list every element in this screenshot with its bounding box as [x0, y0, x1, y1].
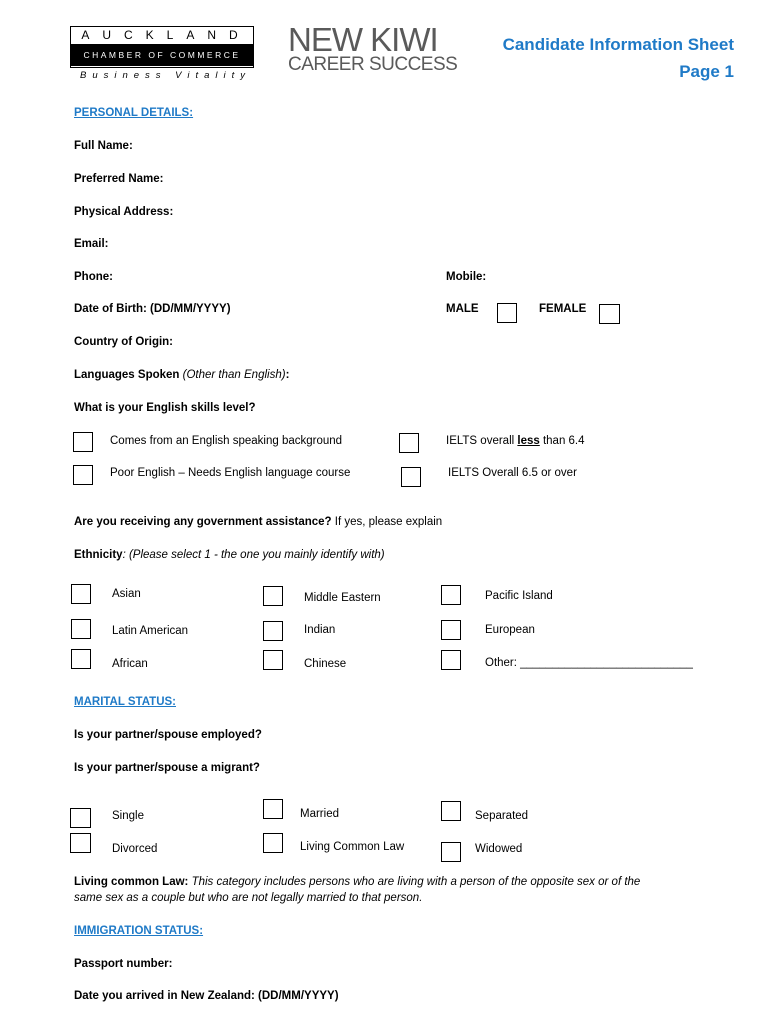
- english-background-label: Comes from an English speaking background: [110, 435, 343, 447]
- new-kiwi-logo-line2: CAREER SUCCESS: [288, 54, 458, 75]
- common-law-checkbox[interactable]: [263, 833, 283, 853]
- poor-english-checkbox[interactable]: [73, 465, 93, 485]
- english-background-checkbox[interactable]: [73, 432, 93, 452]
- ethnicity-note: : (Please select 1 - the one you mainly identify with): [122, 549, 385, 561]
- latin-american-label: Latin American: [112, 625, 189, 637]
- common-law-note-text: This category includes persons who are living with a person of the opposite sex or of the: [188, 876, 641, 888]
- ielts-less-label: [446, 435, 585, 447]
- common-law-note-label: Living common Law:: [74, 876, 189, 888]
- male-label: MALE: [446, 303, 479, 315]
- mobile-label: Mobile:: [446, 271, 487, 283]
- country-label: Country of Origin:: [74, 336, 174, 348]
- ielts-over-label: IELTS Overall 6.5 or over: [448, 467, 577, 479]
- ielts-over-checkbox[interactable]: [401, 467, 421, 487]
- english-level-question: What is your English skills level?: [74, 402, 256, 414]
- chinese-label: Chinese: [304, 658, 347, 670]
- indian-label: Indian: [304, 624, 336, 636]
- ielts-less-text-post: than 6.4: [539, 435, 585, 447]
- preferred-name-label: Preferred Name:: [74, 173, 164, 185]
- middle-eastern-checkbox[interactable]: [263, 586, 283, 606]
- arrival-date-label: Date you arrived in New Zealand: (DD/MM/YYYY): [74, 990, 339, 1002]
- new-kiwi-logo-line1: NEW KIWI: [288, 21, 438, 58]
- european-checkbox[interactable]: [441, 620, 461, 640]
- other-ethnicity-label[interactable]: Other: ___________________________: [485, 657, 693, 669]
- male-checkbox[interactable]: [497, 303, 517, 323]
- single-checkbox[interactable]: [70, 808, 91, 828]
- pacific-island-label: Pacific Island: [485, 590, 553, 602]
- single-label: Single: [112, 810, 144, 822]
- latin-american-checkbox[interactable]: [71, 619, 91, 639]
- languages-label-text: Languages Spoken: [74, 369, 180, 381]
- page-number: Page 1: [679, 62, 734, 81]
- ielts-less-checkbox[interactable]: [399, 433, 419, 453]
- auckland-logo-chamber: CHAMBER OF COMMERCE: [71, 44, 253, 66]
- asian-label: Asian: [112, 588, 141, 600]
- pacific-island-checkbox[interactable]: [441, 585, 461, 605]
- ethnicity-label-text: Ethnicity: [74, 549, 123, 561]
- common-law-note-line2: same sex as a couple but who are not legally married to that person.: [74, 892, 423, 904]
- partner-migrant-question: Is your partner/spouse a migrant?: [74, 762, 260, 774]
- assistance-question: [74, 516, 442, 528]
- european-label: European: [485, 624, 535, 636]
- personal-details-heading: PERSONAL DETAILS:: [74, 107, 194, 119]
- female-label: FEMALE: [539, 303, 587, 315]
- african-label: African: [112, 658, 148, 670]
- indian-checkbox[interactable]: [263, 621, 283, 641]
- assistance-note: If yes, please explain: [331, 516, 443, 528]
- married-label: Married: [300, 808, 339, 820]
- married-checkbox[interactable]: [263, 799, 283, 819]
- immigration-status-heading: IMMIGRATION STATUS:: [74, 925, 204, 937]
- languages-note: (Other than English): [182, 369, 286, 381]
- female-checkbox[interactable]: [599, 304, 620, 324]
- auckland-chamber-logo: [70, 26, 254, 68]
- physical-address-label: Physical Address:: [74, 206, 174, 218]
- languages-label: [74, 369, 289, 381]
- marital-status-heading: MARITAL STATUS:: [74, 696, 176, 708]
- languages-colon: :: [285, 369, 290, 381]
- separated-checkbox[interactable]: [441, 801, 461, 821]
- partner-employed-question: Is your partner/spouse employed?: [74, 729, 262, 741]
- page-title: Candidate Information Sheet: [502, 35, 734, 54]
- other-ethnicity-checkbox[interactable]: [441, 650, 461, 670]
- auckland-logo-tagline: Business Vitality: [80, 70, 251, 81]
- divorced-checkbox[interactable]: [70, 833, 91, 853]
- african-checkbox[interactable]: [71, 649, 91, 669]
- ethnicity-label: [74, 549, 385, 561]
- auckland-logo-top: AUCKLAND: [81, 28, 251, 42]
- divorced-label: Divorced: [112, 843, 158, 855]
- chinese-checkbox[interactable]: [263, 650, 283, 670]
- widowed-label: Widowed: [475, 843, 523, 855]
- full-name-label: Full Name:: [74, 140, 133, 152]
- common-law-note-line1: [74, 876, 640, 888]
- ielts-less-emphasis: less: [517, 435, 540, 447]
- phone-label: Phone:: [74, 271, 113, 283]
- poor-english-label: Poor English – Needs English language course: [110, 467, 351, 479]
- passport-number-label: Passport number:: [74, 958, 173, 970]
- common-law-label: Living Common Law: [300, 841, 405, 853]
- ielts-less-text-pre: IELTS overall: [446, 435, 518, 447]
- middle-eastern-label: Middle Eastern: [304, 592, 381, 604]
- separated-label: Separated: [475, 810, 529, 822]
- email-label: Email:: [74, 238, 109, 250]
- assistance-question-text: Are you receiving any government assistance?: [74, 516, 332, 528]
- widowed-checkbox[interactable]: [441, 842, 461, 862]
- dob-label: Date of Birth: (DD/MM/YYYY): [74, 303, 231, 315]
- asian-checkbox[interactable]: [71, 584, 91, 604]
